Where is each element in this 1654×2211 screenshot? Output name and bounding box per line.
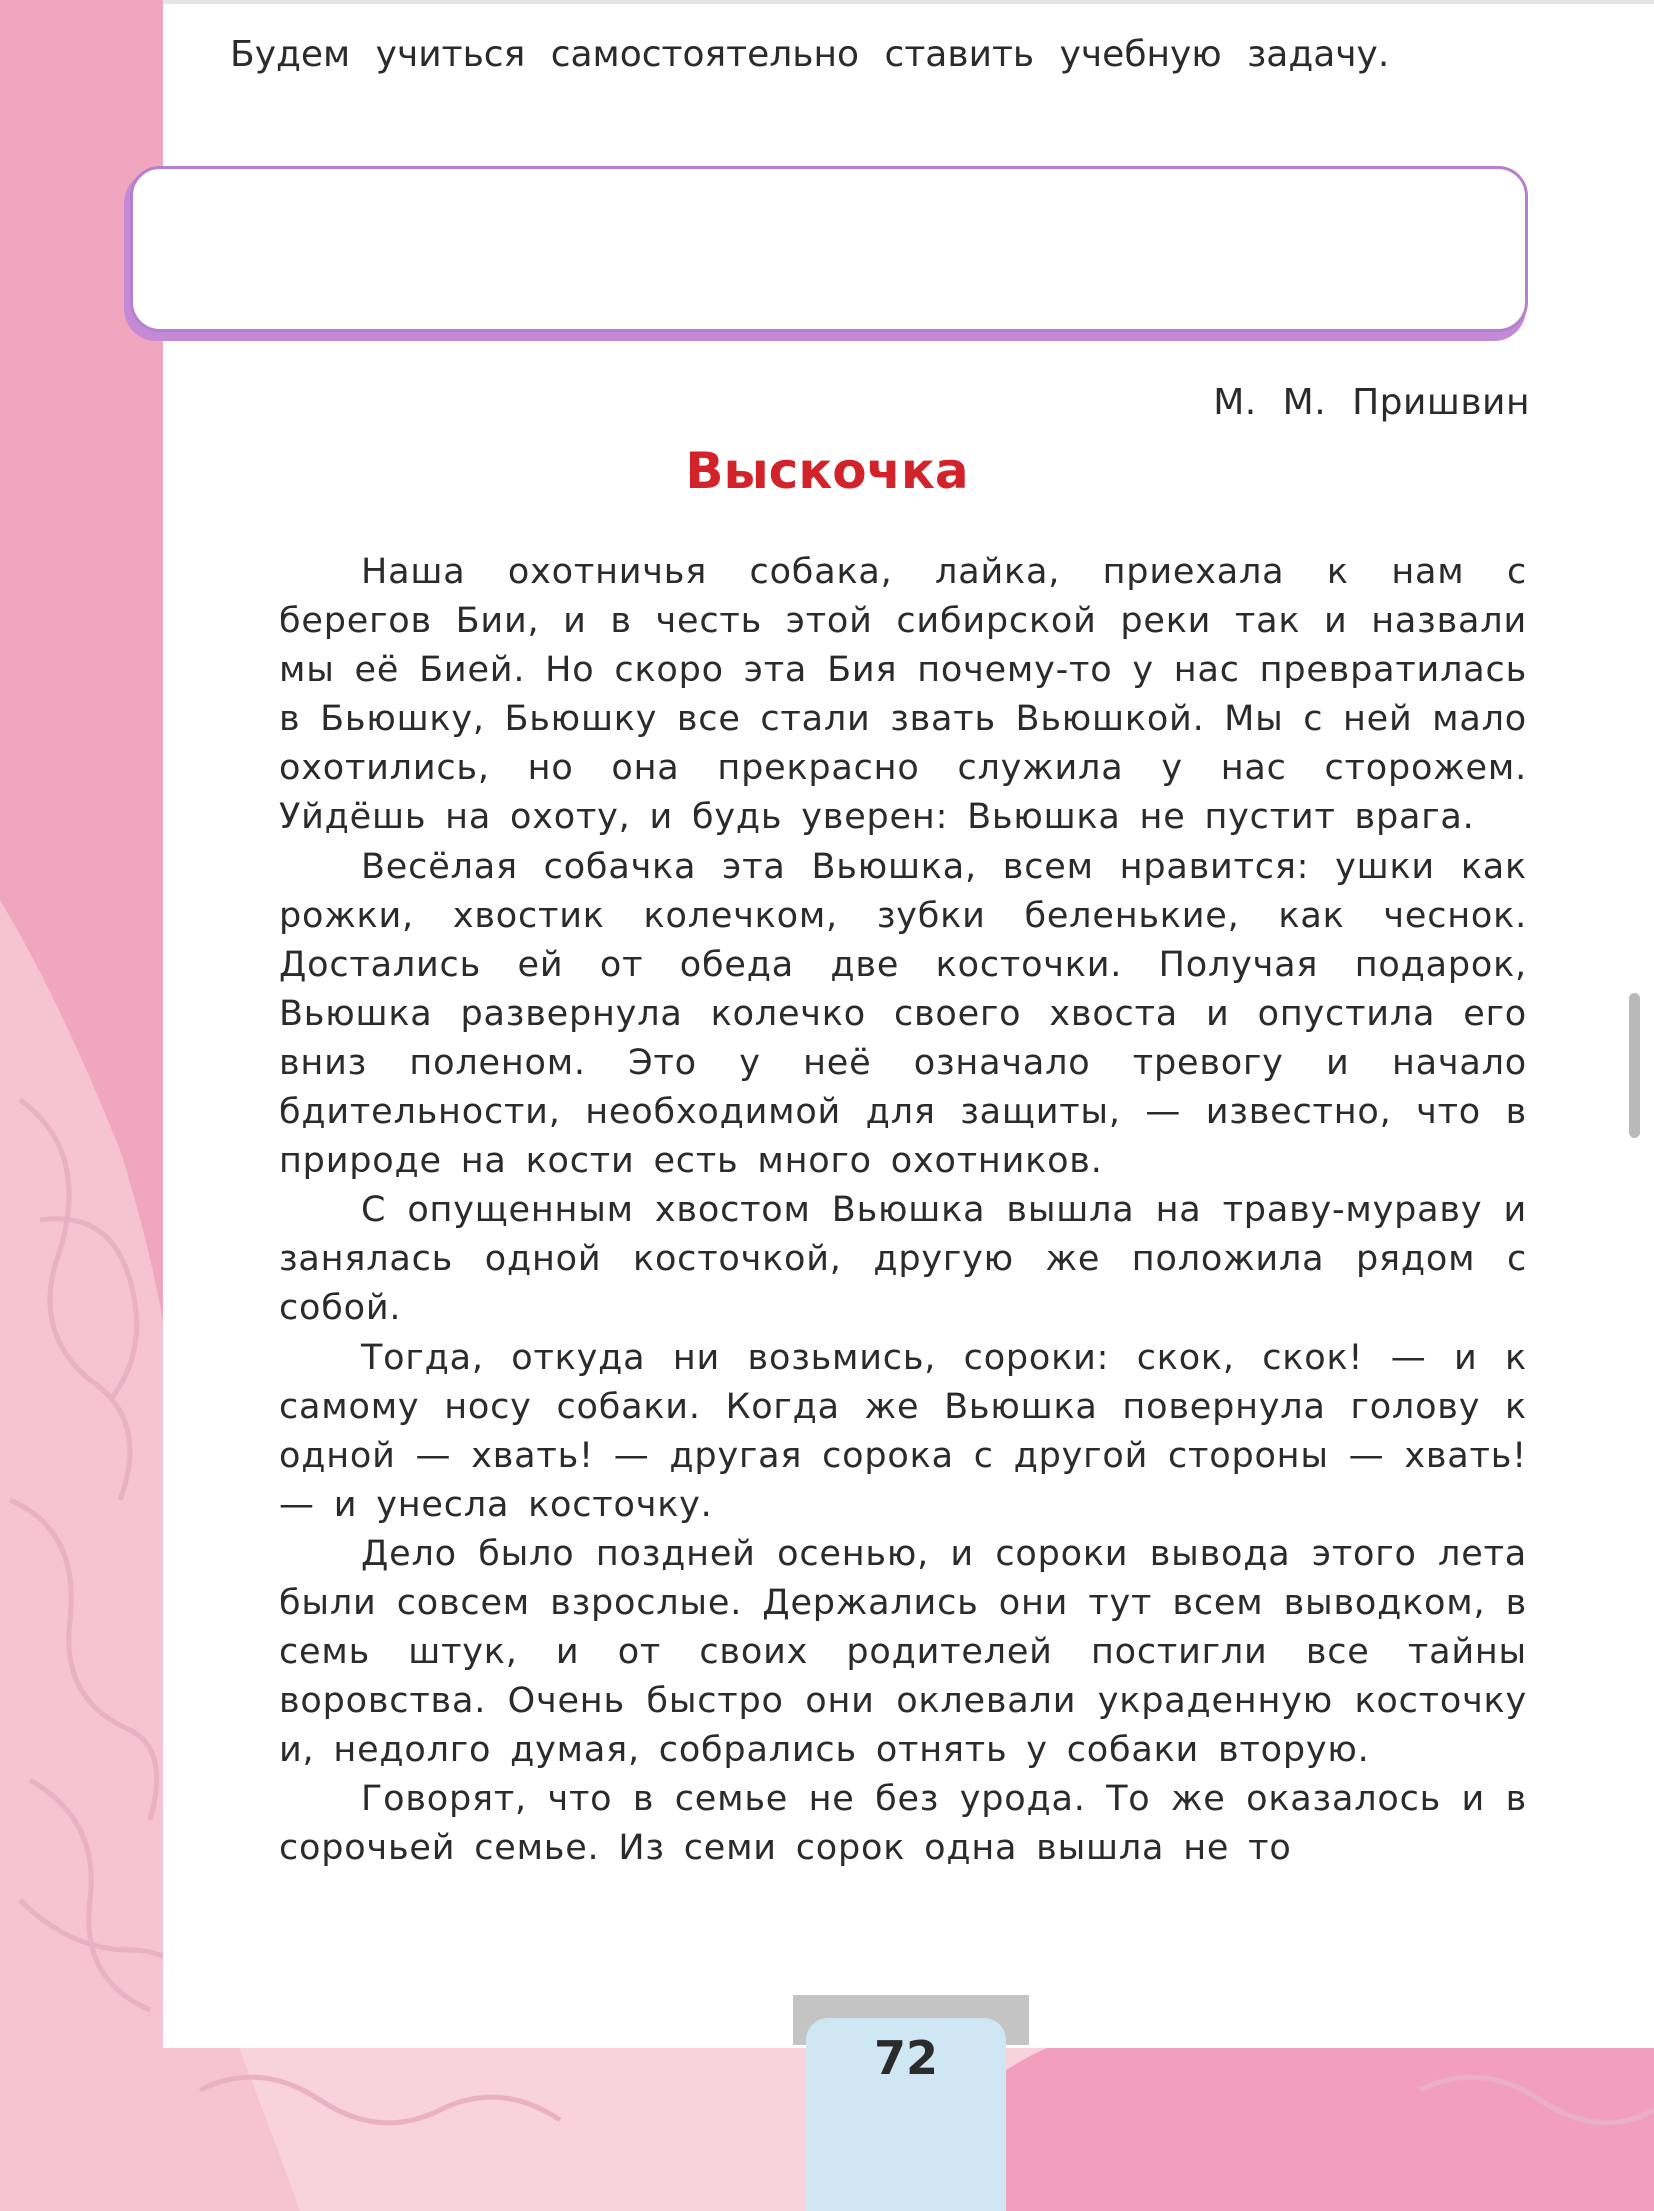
story-title: Выскочка <box>685 442 969 500</box>
story-author: М. М. Пришвин <box>1213 382 1530 423</box>
learning-task-box <box>130 166 1528 332</box>
story-paragraph: Говорят, что в семье не без урода. То же оказалось и в сорочьей семье. Из семи сорок одна вышла не то <box>279 1779 1527 1869</box>
story-paragraph: Дело было поздней осенью, и сороки вывода этого лета были совсем взрослые. Держались они тут всем выводком, в семь штук, и от своих родителей постигли все тайны воровства. Очень быстро они оклевали украденную косточку и, недолго думая, собрались отнять у собаки вторую. <box>279 1533 1527 1771</box>
story-paragraph: Наша охотничья собака, лайка, приехала к нам с берегов Бии, и в честь этой сибирской реки так и назвали мы её Бией. Но скоро эта Бия почему-то у нас превратилась в Бьюшку, Бьюшку все стали звать Вьюшкой. Мы с ней мало охотились, но она прекрасно служила у нас сторожем. Уйдёшь на охоту, и будь уверен: Вьюшка не пустит врага. <box>279 552 1527 838</box>
story-paragraph: Тогда, откуда ни возьмись, сороки: скок, скок! — и к самому носу собаки. Когда же Вьюшка повернула голову к одной — хвать! — другая сорока с другой стороны — хвать! — и унесла косточку. <box>279 1337 1527 1525</box>
page-edge <box>163 0 1654 4</box>
scrollbar[interactable] <box>1629 993 1640 1138</box>
story-paragraph: Весёлая собачка эта Вьюшка, всем нравится: ушки как рожки, хвостик колечком, зубки беленькие, как чеснок. Достались ей от обеда две косточки. Получая подарок, Вьюшка развернула колечко своего хвоста и опустила его вниз поленом. Это у неё означало тревогу и начало бдительности, необходимой для защиты, — известно, что в природе на кости есть много охотников. <box>279 846 1527 1182</box>
learning-task-text: Будем учиться самостоятельно ставить учебную задачу. <box>230 34 1390 75</box>
page-number: 72 <box>806 2018 1006 2211</box>
story-paragraph: С опущенным хвостом Вьюшка вышла на траву-мураву и занялась одной косточкой, другую же положила рядом с собой. <box>279 1190 1527 1329</box>
story-body <box>279 548 1527 1874</box>
